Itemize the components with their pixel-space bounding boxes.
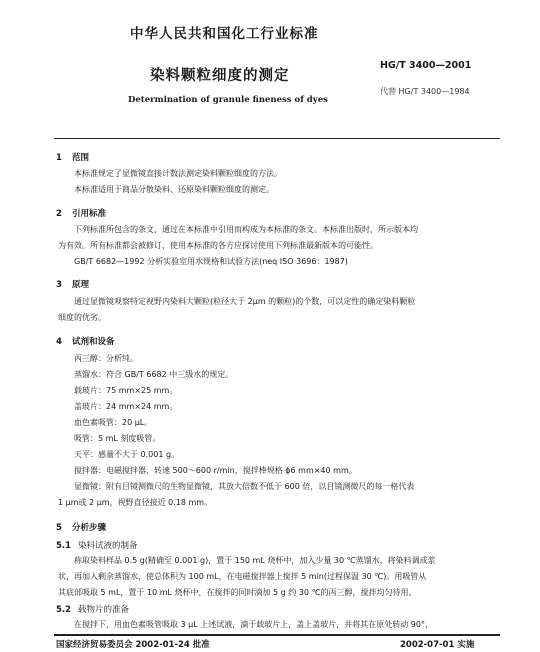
section-3-heading: 3 原理 (56, 280, 90, 290)
equipment-item: 吸管：5 mL 刻度吸管。 (74, 434, 161, 443)
section-2-line: 为有效。所有标准都会被修订，使用本标准的各方应探讨使用下列标准最新版本的可能性。 (58, 241, 378, 250)
equipment-item: 盖玻片：24 mm×24 mm。 (74, 402, 178, 411)
replaces-note: 代替 HG/T 3400—1984 (380, 87, 470, 96)
section-5-2-heading: 5.2 载物片的准备 (56, 605, 130, 615)
section-4-heading: 4 试剂和设备 (56, 337, 115, 347)
equipment-item: 载玻片：75 mm×25 mm。 (74, 386, 178, 395)
approval-date: 国家经济贸易委员会 2002-01-24 批准 (56, 640, 210, 650)
section-2-reference: GB/T 6682—1992 分析实验室用水规格和试验方法(neq ISO 3696：1987) (74, 257, 348, 266)
section-5-1-line: 状，再加入剩余蒸馏水，使总体积为 100 mL，在电磁搅拌器上搅拌 5 min(过程保温 30 ℃)。用吸管从 (58, 572, 427, 581)
english-title: Determination of granule fineness of dyes (128, 95, 328, 105)
section-1-line: 本标准规定了显微镜直接计数法测定染料颗粒细度的方法。 (74, 169, 282, 178)
standard-code: HG/T 3400—2001 (380, 60, 472, 71)
equipment-item: 显微镜：附有目镜测微尺的生物显微镜，其放大倍数不低于 600 倍，以目镜测微尺的每一格代表 (74, 482, 415, 491)
document-title: 染料颗粒细度的测定 (150, 68, 290, 84)
equipment-item: 血色素吸管：20 μL。 (74, 418, 153, 427)
header-divider (54, 138, 500, 139)
standard-header: 中华人民共和国化工行业标准 (130, 26, 319, 42)
reagent-item: 丙三醇：分析纯。 (74, 354, 138, 363)
equipment-item: 搅拌器：电磁搅拌器，转速 500～600 r/min，搅拌棒规格 ϕ6 mm×40 mm。 (74, 466, 357, 475)
section-1-heading: 1 范围 (56, 153, 90, 163)
implementation-date: 2002-07-01 实施 (400, 640, 475, 650)
section-3-line: 细度的优劣。 (58, 313, 106, 322)
section-2-heading: 2 引用标准 (56, 209, 107, 219)
section-5-2-line: 在搅拌下，用血色素吸管吸取 3 μL 上述试液，滴于载玻片上，盖上盖玻片，并将其在原处转动 90°， (74, 620, 433, 629)
section-5-1-heading: 5.1 染料试液的制备 (56, 541, 138, 551)
section-2-line: 下列标准所包含的条文，通过在本标准中引用而构成为本标准的条文。本标准出版时，所示版本均 (74, 225, 418, 234)
section-5-heading: 5 分析步骤 (56, 523, 107, 533)
equipment-item: 1 μm或 2 μm，视野直径接近 0.18 mm。 (58, 498, 213, 507)
footer-divider (54, 634, 500, 636)
section-3-line: 通过显微镜观察特定视野内染料大颗粒(粒径大于 2μm 的颗粒)的个数，可以定性的确定染料颗粒 (74, 297, 416, 306)
section-1-line: 本标准适用于商品分散染料、还原染料颗粒细度的测定。 (74, 185, 274, 194)
section-5-1-line: 称取染料样品 0.5 g(精确至 0.001 g)，置于 150 mL 烧杯中，加入少量 30 ℃蒸馏水，将染料调成浆 (74, 556, 436, 565)
equipment-item: 天平：感量不大于 0.001 g。 (74, 450, 180, 459)
reagent-item: 蒸馏水：符合 GB/T 6682 中三级水的规定。 (74, 370, 234, 379)
section-5-1-line: 其底部吸取 5 mL，置于 10 mL 烧杯中，在搅拌的同时滴加 5 g 约 30 ℃的丙三醇，搅拌均匀待用。 (58, 588, 417, 597)
